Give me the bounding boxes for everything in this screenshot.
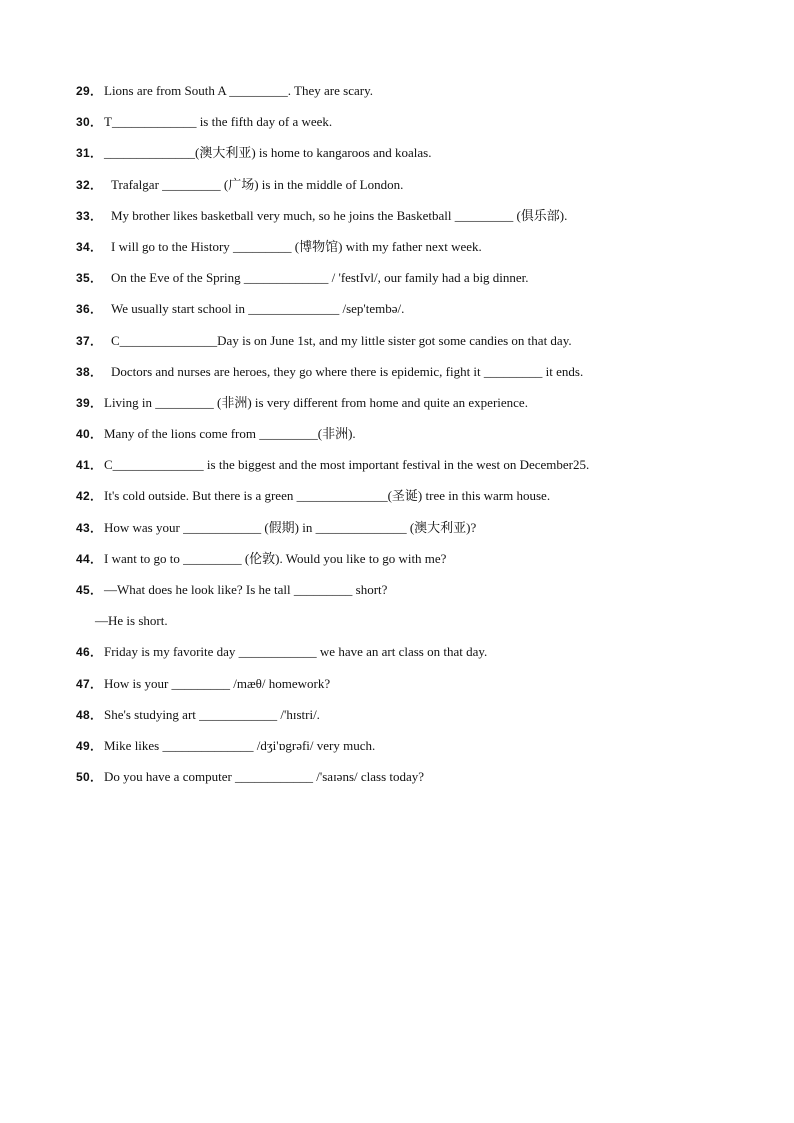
question-47: [76, 674, 756, 705]
question-text: T_____________ is the fifth day of a week.: [104, 114, 333, 130]
question-32: [76, 175, 756, 206]
question-text: We usually start school in ______________ /sep'tembə/.: [111, 301, 405, 317]
question-text: How was your ____________ (假期) in ______________ (澳大利亚)?: [104, 519, 477, 535]
question-text: On the Eve of the Spring _____________ / 'festIvl/, our family had a big dinner.: [111, 270, 529, 286]
question-number: 43．: [76, 520, 103, 535]
question-35: [76, 268, 756, 299]
question-number: 40．: [76, 427, 103, 442]
question-number: 39．: [76, 395, 103, 410]
question-text: It's cold outside. But there is a green ______________(圣诞) tree in this warm house.: [104, 488, 551, 504]
question-number: 42．: [76, 489, 103, 504]
question-number: 49．: [76, 738, 103, 753]
question-46: [76, 642, 756, 673]
question-number: 29．: [76, 84, 103, 98]
question-44: [76, 549, 756, 580]
question-text: —What does he look like? Is he tall _________ short?: [104, 582, 388, 597]
question-number: 30．: [76, 115, 103, 130]
question-text: Lions are from South A _________. They are scary.: [104, 83, 373, 98]
question-number: 31．: [76, 146, 103, 161]
question-text: ______________(澳大利亚) is home to kangaroos and koalas.: [104, 145, 432, 161]
question-list: [76, 81, 756, 798]
question-number: 38．: [76, 364, 103, 379]
question-text: My brother likes basketball very much, so he joins the Basketball _________ (俱乐部).: [111, 207, 568, 223]
question-number: 37．: [76, 333, 103, 348]
question-number: 36．: [76, 302, 103, 317]
question-text: C_______________Day is on June 1st, and my little sister got some candies on that day.: [111, 332, 572, 348]
question-39: [76, 393, 756, 424]
question-40: [76, 424, 756, 455]
question-text: Do you have a computer ____________ /'saɪəns/ class today?: [104, 769, 425, 785]
question-number: 47．: [76, 676, 103, 691]
question-number: 44．: [76, 551, 103, 566]
question-42: [76, 486, 756, 517]
question-number: 32．: [76, 177, 103, 192]
question-number: 34．: [76, 239, 103, 254]
question-48: [76, 705, 756, 736]
question-34: [76, 237, 756, 268]
question-text: She's studying art ____________ /'hɪstri/.: [104, 706, 320, 722]
question-number: 33．: [76, 208, 103, 223]
question-text: Living in _________ (非洲) is very different from home and quite an experience.: [104, 394, 528, 410]
question-41: [76, 455, 756, 486]
question-text: Doctors and nurses are heroes, they go where there is epidemic, fight it _________ it ends.: [111, 363, 584, 379]
question-43: [76, 518, 756, 549]
question-text: I want to go to _________ (伦敦). Would you like to go with me?: [104, 550, 447, 566]
question-33: [76, 206, 756, 237]
question-text: How is your _________ /mæθ/ homework?: [104, 675, 331, 691]
question-number: 50．: [76, 770, 103, 785]
question-38: [76, 362, 756, 393]
question-45-answer-line: —He is short.: [95, 613, 168, 629]
question-number: 48．: [76, 707, 103, 722]
question-number: 35．: [76, 271, 103, 286]
question-text: I will go to the History _________ (博物馆) with my father next week.: [111, 238, 482, 254]
question-30: [76, 112, 756, 143]
question-36: [76, 299, 756, 330]
question-number: 45．: [76, 583, 103, 597]
question-29: [76, 81, 756, 112]
question-37: [76, 331, 756, 362]
question-number: 41．: [76, 458, 103, 473]
question-31: [76, 143, 756, 174]
question-number: 46．: [76, 645, 103, 660]
question-text: Mike likes ______________ /dʒi'ɒgrəfi/ very much.: [104, 737, 376, 753]
question-text: C______________ is the biggest and the most important festival in the west on December25.: [104, 457, 590, 473]
question-45: [76, 580, 756, 611]
question-text: Many of the lions come from _________(非洲).: [104, 426, 356, 442]
question-text: Trafalgar _________ (广场) is in the middle of London.: [111, 176, 404, 192]
question-49: [76, 736, 756, 767]
question-text: Friday is my favorite day ____________ we have an art class on that day.: [104, 644, 488, 660]
question-50: [76, 767, 756, 798]
